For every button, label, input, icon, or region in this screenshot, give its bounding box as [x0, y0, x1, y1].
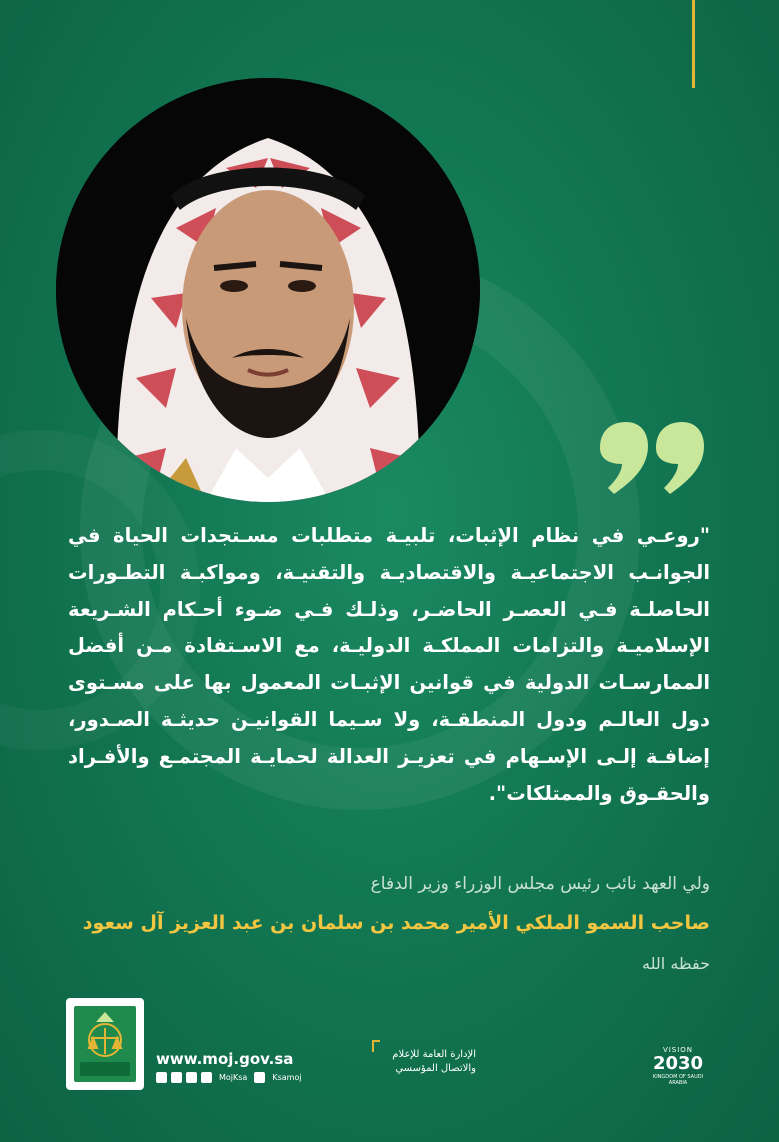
vision-label: VISION — [662, 1046, 694, 1054]
website-link[interactable]: www.moj.gov.sa — [156, 1050, 294, 1068]
snapchat-icon[interactable] — [186, 1072, 197, 1083]
vision-year: 2030 — [652, 1053, 704, 1074]
quote-mark-icon — [594, 418, 710, 496]
social-handle-1: MojKsa — [219, 1073, 248, 1082]
vision-2030-logo — [648, 1046, 708, 1086]
ministry-of-justice-emblem — [66, 998, 144, 1090]
speaker-title: ولي العهد نائب رئيس مجلس الوزراء وزير الدفاع — [370, 874, 710, 894]
social-links — [156, 1072, 305, 1083]
department-name: الإدارة العامة للإعلام والاتصال المؤسسي — [392, 1049, 476, 1074]
instagram-icon[interactable] — [171, 1072, 182, 1083]
quote-text: "روعـي في نظام الإثبات، تلبيـة متطلبات مسـتجدات الحياة في الجوانـب الاجتماعيـة والاقتصاديـة والتقنيـة، ومواكبـة التطـورات الحاصلـة فـي العصـر الحاضـر، وذلـك فـي ضـوء أحـكام الشـريعة الإسلاميـة والتزامات المملكـة الدوليـة، مع الاسـتفادة مـن أفضل الممارسـات الدولية في قوانين الإثبـات المعمول بها على مسـتوى دول العالـم ودول المنطقـة، ولا سـيما القوانيـن حديثـة الصـدور، إضافـة إلـى الإسـهام في تعزيـز العدالة لحمايـة المجتمـع والأفـراد والحقـوق والممتلكات". — [68, 524, 710, 805]
linkedin-icon[interactable] — [201, 1072, 212, 1083]
youtube-icon[interactable] — [254, 1072, 265, 1083]
portrait-photo — [56, 78, 480, 502]
vision-subtitle: KINGDOM OF SAUDI ARABIA — [652, 1074, 704, 1086]
twitter-icon[interactable] — [156, 1072, 167, 1083]
speaker-prayer: حفظه الله — [642, 954, 710, 973]
social-handle-2: Ksamoj — [272, 1073, 302, 1082]
speaker-name: صاحب السمو الملكي الأمير محمد بن سلمان بن عبد العزيز آل سعود — [82, 912, 710, 934]
gold-accent-line — [692, 0, 695, 88]
